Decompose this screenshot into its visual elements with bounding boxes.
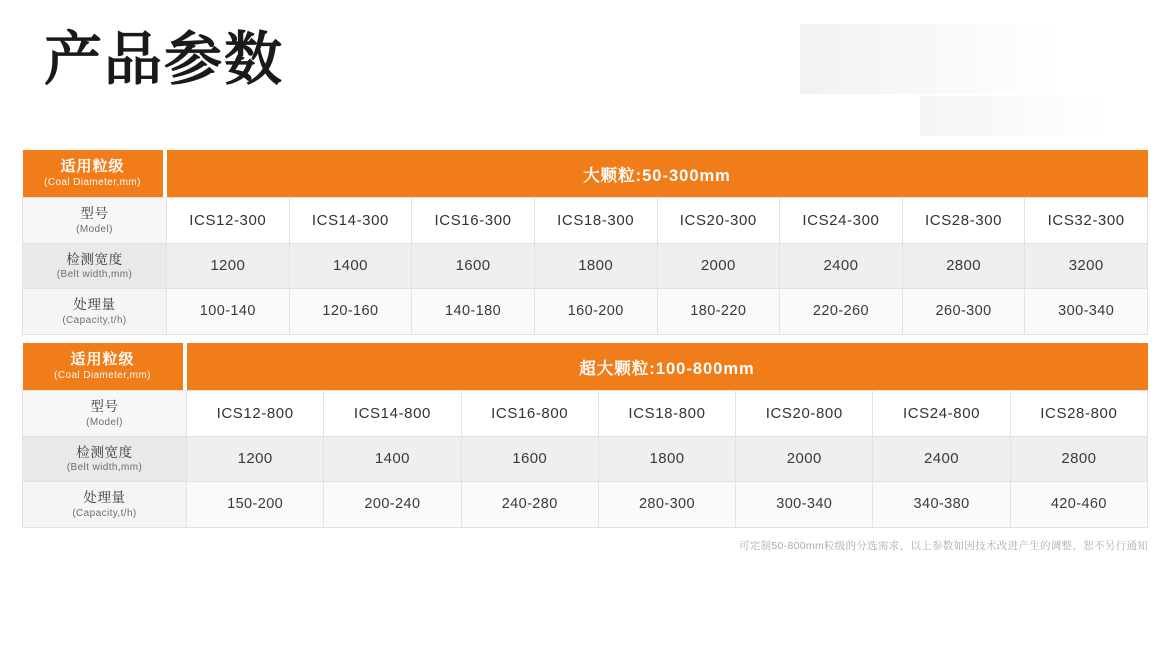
cell-capacity: 140-180 xyxy=(412,289,535,335)
header-grade-label-en: (Coal Diameter,mm) xyxy=(44,176,141,188)
row-label-capacity-cn: 处理量 xyxy=(73,297,116,313)
cell-model: ICS18-800 xyxy=(598,391,735,437)
cell-belt-width: 2400 xyxy=(780,243,903,289)
cell-model: ICS18-300 xyxy=(534,198,657,244)
cell-capacity: 240-280 xyxy=(461,482,598,528)
cell-capacity: 120-160 xyxy=(289,289,412,335)
row-label-model xyxy=(23,198,167,244)
table-row-capacity xyxy=(23,482,1148,528)
table-row-model xyxy=(23,391,1148,437)
header-title: 大颗粒:50-300mm xyxy=(167,150,1148,198)
header-grade-label-en: (Coal Diameter,mm) xyxy=(54,369,151,381)
cell-model: ICS16-300 xyxy=(412,198,535,244)
row-label-model-en: (Model) xyxy=(76,223,113,235)
table-header-row xyxy=(23,150,1148,198)
cell-model: ICS28-300 xyxy=(902,198,1025,244)
footnote: 可定制50-800mm粒级的分选需求，以上参数如因技术改进产生的调整，恕不另行通知 xyxy=(739,540,1148,552)
table-row-model xyxy=(23,198,1148,244)
cell-belt-width: 2000 xyxy=(736,436,873,482)
cell-capacity: 420-460 xyxy=(1010,482,1147,528)
cell-model: ICS28-800 xyxy=(1010,391,1147,437)
row-label-belt-width-en: (Belt width,mm) xyxy=(66,462,143,474)
table xyxy=(22,150,1148,335)
cell-model: ICS14-800 xyxy=(324,391,461,437)
cell-belt-width: 1600 xyxy=(412,243,535,289)
row-label-belt-width-en: (Belt width,mm) xyxy=(56,269,133,281)
cell-capacity: 260-300 xyxy=(902,289,1025,335)
row-label-belt-width xyxy=(23,436,187,482)
cell-capacity: 150-200 xyxy=(187,482,324,528)
cell-capacity: 100-140 xyxy=(167,289,290,335)
cell-belt-width: 1400 xyxy=(289,243,412,289)
header-grade-label-cn: 适用粒级 xyxy=(60,158,125,176)
row-label-model-cn: 型号 xyxy=(90,399,119,414)
row-label-capacity-en: (Capacity,t/h) xyxy=(62,314,127,326)
table-row-belt-width xyxy=(23,243,1148,289)
cell-model: ICS24-300 xyxy=(780,198,903,244)
page-title: 产品参数 xyxy=(44,27,285,92)
row-label-belt-width xyxy=(23,243,167,289)
table-header-row xyxy=(23,343,1148,391)
cell-belt-width: 2800 xyxy=(902,243,1025,289)
cell-belt-width: 1800 xyxy=(598,436,735,482)
cell-belt-width: 3200 xyxy=(1025,243,1148,289)
cell-capacity: 160-200 xyxy=(534,289,657,335)
table-row-capacity xyxy=(23,289,1148,335)
decorative-band-top xyxy=(800,24,1060,94)
row-label-model xyxy=(23,391,187,437)
cell-capacity: 300-340 xyxy=(736,482,873,528)
header-grade-label xyxy=(23,343,183,391)
table-row-belt-width xyxy=(23,436,1148,482)
header-grade-label-cn: 适用粒级 xyxy=(70,351,135,369)
row-label-capacity xyxy=(23,289,167,335)
cell-belt-width: 1800 xyxy=(534,243,657,289)
cell-model: ICS32-300 xyxy=(1025,198,1148,244)
cell-capacity: 340-380 xyxy=(873,482,1010,528)
header-grade-label xyxy=(23,150,163,198)
cell-capacity: 280-300 xyxy=(598,482,735,528)
row-label-capacity xyxy=(23,482,187,528)
cell-capacity: 300-340 xyxy=(1025,289,1148,335)
row-label-capacity-en: (Capacity,t/h) xyxy=(72,507,137,519)
cell-belt-width: 2000 xyxy=(657,243,780,289)
row-label-capacity-cn: 处理量 xyxy=(83,490,126,506)
header-title: 超大颗粒:100-800mm xyxy=(187,343,1148,391)
table xyxy=(22,343,1148,528)
decorative-band-second xyxy=(920,96,1110,136)
cell-belt-width: 1400 xyxy=(324,436,461,482)
cell-belt-width: 1200 xyxy=(187,436,324,482)
row-label-belt-width-cn: 检测宽度 xyxy=(66,251,123,267)
row-label-belt-width-cn: 检测宽度 xyxy=(76,444,133,460)
cell-belt-width: 2400 xyxy=(873,436,1010,482)
cell-belt-width: 1600 xyxy=(461,436,598,482)
parameter-table-extra-large-grain xyxy=(22,343,1148,528)
cell-model: ICS12-800 xyxy=(187,391,324,437)
parameter-table-large-grain xyxy=(22,150,1148,335)
cell-capacity: 200-240 xyxy=(324,482,461,528)
row-label-model-cn: 型号 xyxy=(80,206,109,221)
cell-model: ICS14-300 xyxy=(289,198,412,244)
cell-capacity: 220-260 xyxy=(780,289,903,335)
cell-belt-width: 1200 xyxy=(167,243,290,289)
cell-capacity: 180-220 xyxy=(657,289,780,335)
cell-model: ICS12-300 xyxy=(167,198,290,244)
cell-model: ICS16-800 xyxy=(461,391,598,437)
cell-model: ICS20-300 xyxy=(657,198,780,244)
cell-model: ICS24-800 xyxy=(873,391,1010,437)
cell-belt-width: 2800 xyxy=(1010,436,1147,482)
cell-model: ICS20-800 xyxy=(736,391,873,437)
row-label-model-en: (Model) xyxy=(86,416,123,428)
